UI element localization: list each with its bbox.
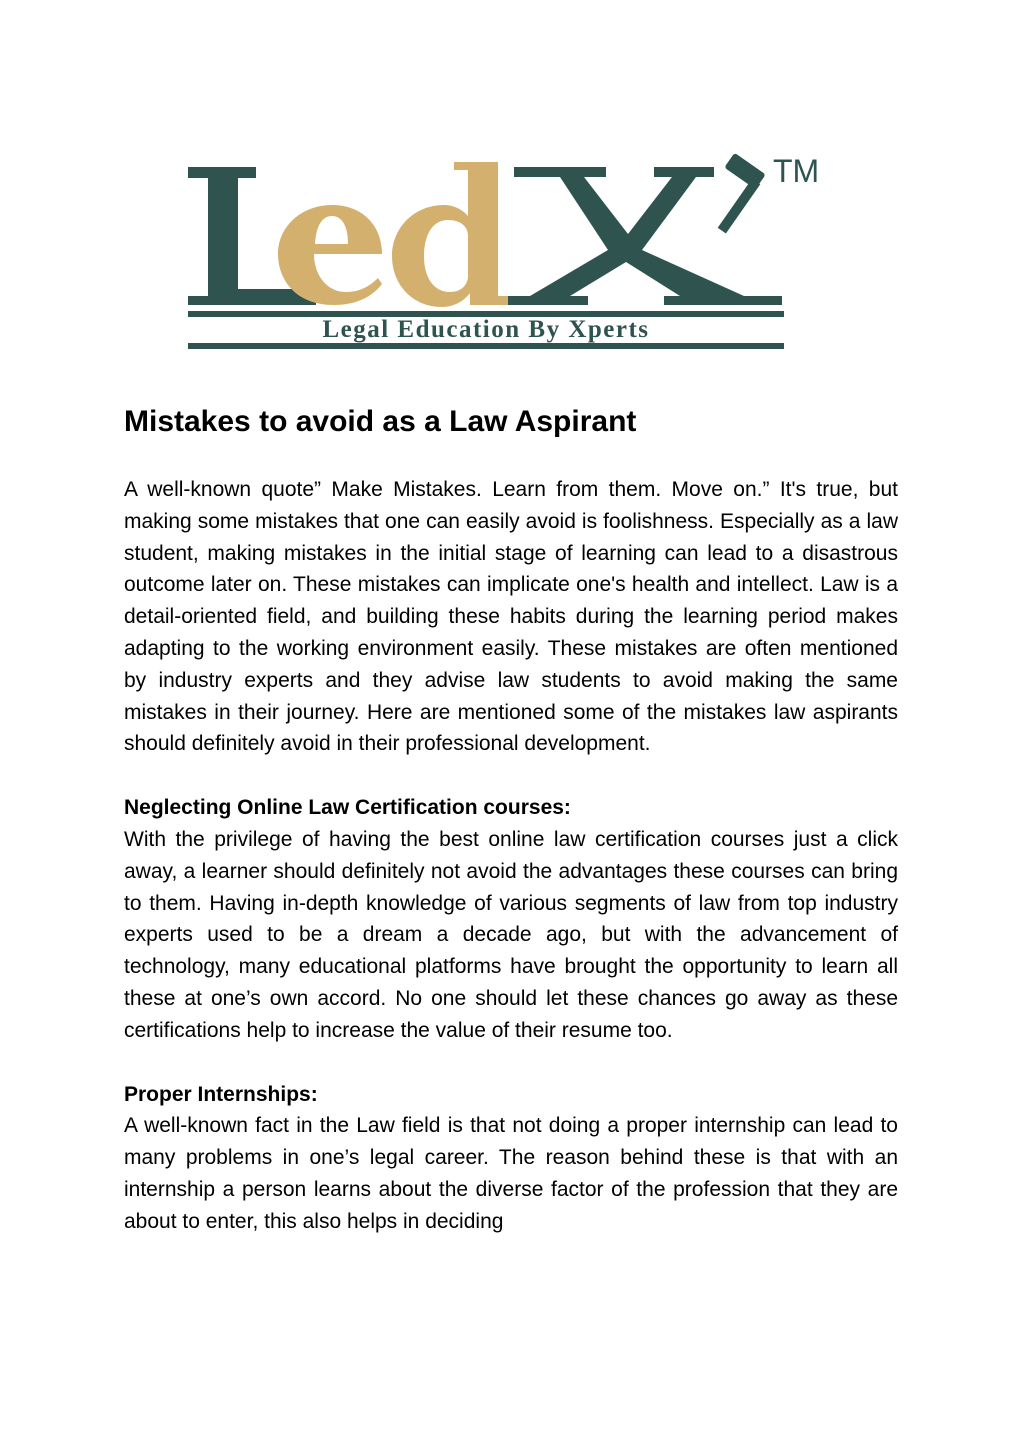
article-title: Mistakes to avoid as a Law Aspirant: [124, 405, 637, 438]
section-heading: Neglecting Online Law Certification courses:: [124, 796, 571, 820]
gavel-icon: [718, 153, 766, 234]
article: [124, 398, 898, 1238]
section-body: With the privilege of having the best online law certification courses just a click away, a learner should definitely not avoid the advantages these courses can bring to them. Having in-depth knowledge of various segments of law from top industry experts used to be a dream a decade ago, but with the advancement of technology, many educational platforms have brought the opportunity to learn all these at one’s own accord. No one should let these chances go away as these certifications help to increase the value of their resume too.: [124, 827, 898, 1042]
logo-letter-e: [278, 205, 382, 305]
trademark-symbol: TM: [773, 153, 820, 189]
section-online-certification: [124, 792, 898, 1046]
section-body: A well-known fact in the Law field is that not doing a proper internship can lead to many problems in one’s legal career. The reason behind these is that with an internship a person learns about the diverse factor of the profession that they are about to enter, this also helps in deciding: [124, 1114, 898, 1233]
intro-paragraph: A well-known quote” Make Mistakes. Learn from them. Move on.” It's true, but making some mistakes that one can easily avoid is foolishness. Especially as a law student, making mistakes in the initial stage of learning can lead to a disastrous outcome later on. These mistakes can implicate one's health and intellect. Law is a detail-oriented field, and building these habits during the learning period makes adapting to the working environment easily. These mistakes are often mentioned by industry experts and they advise law students to avoid making the same mistakes in their journey. Here are mentioned some of the mistakes law aspirants should definitely avoid in their professional development.: [124, 478, 898, 756]
logo-letter-x: [508, 167, 782, 305]
logo-letter-d: [392, 162, 510, 307]
section-heading: Proper Internships:: [124, 1082, 318, 1106]
ledx-logo: [186, 150, 842, 352]
logo-tagline: Legal Education By Xperts: [322, 316, 650, 343]
logo-bottom-bar: [188, 343, 784, 349]
section-proper-internships: [124, 1079, 898, 1238]
